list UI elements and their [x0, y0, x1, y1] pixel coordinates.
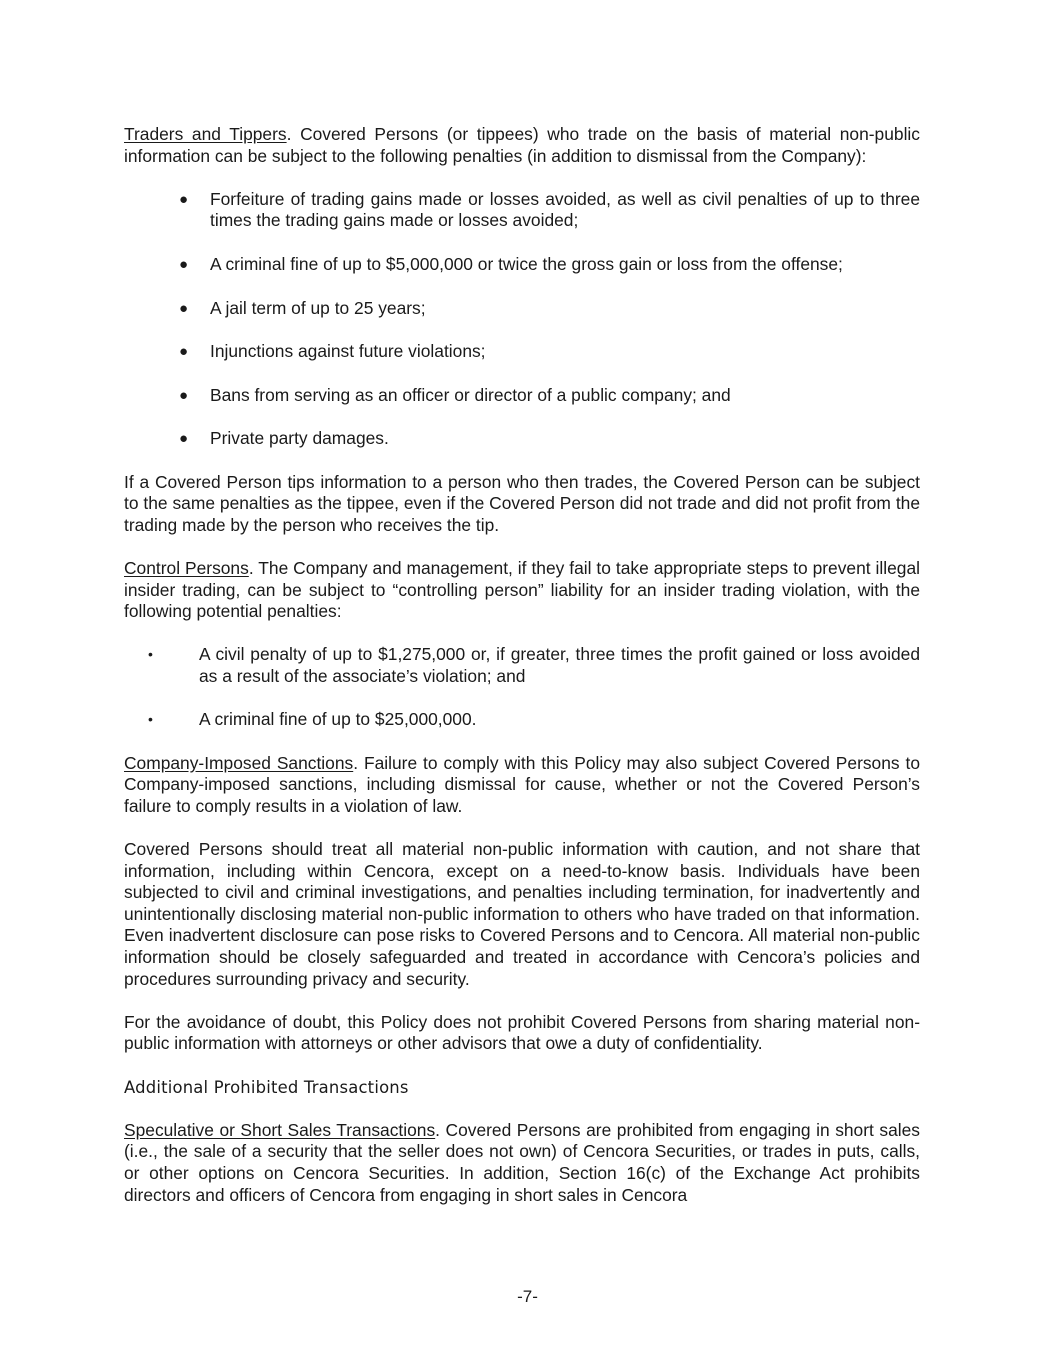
list-item-text: A jail term of up to 25 years; — [210, 297, 426, 318]
traders-and-tippers-text: . Covered Persons (or tippees) who trade on the basis of material non-public information can be subject to the following penalties (in addition to dismissal from the Company): — [124, 124, 920, 166]
list-item — [124, 644, 920, 687]
control-penalties-list — [124, 644, 920, 731]
list-item-text: Private party damages. — [210, 428, 389, 449]
bullet-icon: ● — [179, 190, 189, 208]
page-number: -7- — [517, 1287, 538, 1306]
bullet-icon: ● — [179, 430, 189, 448]
list-item-text: A civil penalty of up to $1,275,000 or, if greater, three times the profit gained or loss avoided as a result of the associate’s violation; and — [199, 644, 920, 686]
short-sales-text: . Covered Persons are prohibited from engaging in short sales (i.e., the sale of a security that the seller does not own) of Cencora Securities, or trades in puts, calls, or other options on Cencora Securities. In addition, Section 16(c) of the Exchange Act prohibits directors and officers of Cencora from engaging in short sales in Cencora — [124, 1119, 920, 1205]
bullet-icon: ● — [179, 343, 189, 361]
list-item — [124, 341, 920, 363]
traders-and-tippers-heading: Traders and Tippers — [124, 124, 287, 144]
control-persons-heading: Control Persons — [124, 557, 249, 578]
list-item — [124, 385, 920, 407]
section-heading: Additional Prohibited Transactions — [124, 1077, 409, 1097]
list-item-text: A criminal fine of up to $5,000,000 or twice the gross gain or loss from the offense; — [210, 253, 843, 274]
tipping-paragraph: If a Covered Person tips information to a person who then trades, the Covered Person can be subject to the same penalties as the tippee, even if the Covered Person did not trade and did not profit from the trading made by the person who receives the tip. — [124, 471, 920, 535]
bullet-icon: • — [148, 646, 153, 663]
bullet-icon: ● — [179, 255, 189, 273]
list-item-text: Forfeiture of trading gains made or losses avoided, as well as civil penalties of up to three times the trading gains made or losses avoided; — [210, 188, 920, 231]
caution-paragraph: Covered Persons should treat all material non-public information with caution, and not share that information, including within Cencora, except on a need-to-know basis. Individuals have been subjected to civil and criminal investigations, and penalties including termination, for inadvertently and unintentionally disclosing material non-public information to others who have traded on that information. Even inadvertent disclosure can pose risks to Covered Persons and to Cencora. All material non-public information should be closely safeguarded and treated in accordance with Cencora’s policies and procedures surrounding privacy and security. — [124, 839, 920, 989]
company-sanctions-paragraph — [124, 753, 920, 818]
trader-penalties-list — [124, 189, 920, 450]
list-item-text: A criminal fine of up to $25,000,000. — [199, 709, 477, 730]
control-persons-paragraph — [124, 558, 920, 623]
avoidance-of-doubt-paragraph: For the avoidance of doubt, this Policy does not prohibit Covered Persons from sharing material non-public information with attorneys or other advisors that owe a duty of confidentiality. — [124, 1011, 920, 1054]
short-sales-heading: Speculative or Short Sales Transactions — [124, 1119, 436, 1140]
list-item — [124, 709, 920, 731]
bullet-icon: • — [148, 711, 153, 728]
short-sales-paragraph — [124, 1120, 920, 1206]
list-item-text: Injunctions against future violations; — [210, 341, 486, 362]
bullet-icon: ● — [179, 386, 189, 404]
company-sanctions-heading: Company-Imposed Sanctions — [124, 752, 354, 773]
list-item — [124, 254, 920, 276]
list-item — [124, 298, 920, 320]
list-item-text: Bans from serving as an officer or director of a public company; and — [210, 384, 731, 405]
traders-and-tippers-paragraph — [124, 124, 920, 167]
company-sanctions-text: . Failure to comply with this Policy may also subject Covered Persons to Company-imposed sanctions, including dismissal for cause, whether or not the Covered Person’s failure to comply results in a violation of law. — [124, 752, 921, 816]
bullet-icon: ● — [179, 299, 189, 317]
list-item — [124, 428, 920, 450]
list-item — [124, 189, 920, 232]
document-page — [124, 124, 920, 1228]
control-persons-text: . The Company and management, if they fail to take appropriate steps to prevent illegal insider trading, can be subject to “controlling person” liability for an insider trading violation, with the following potential penalties: — [124, 557, 920, 622]
